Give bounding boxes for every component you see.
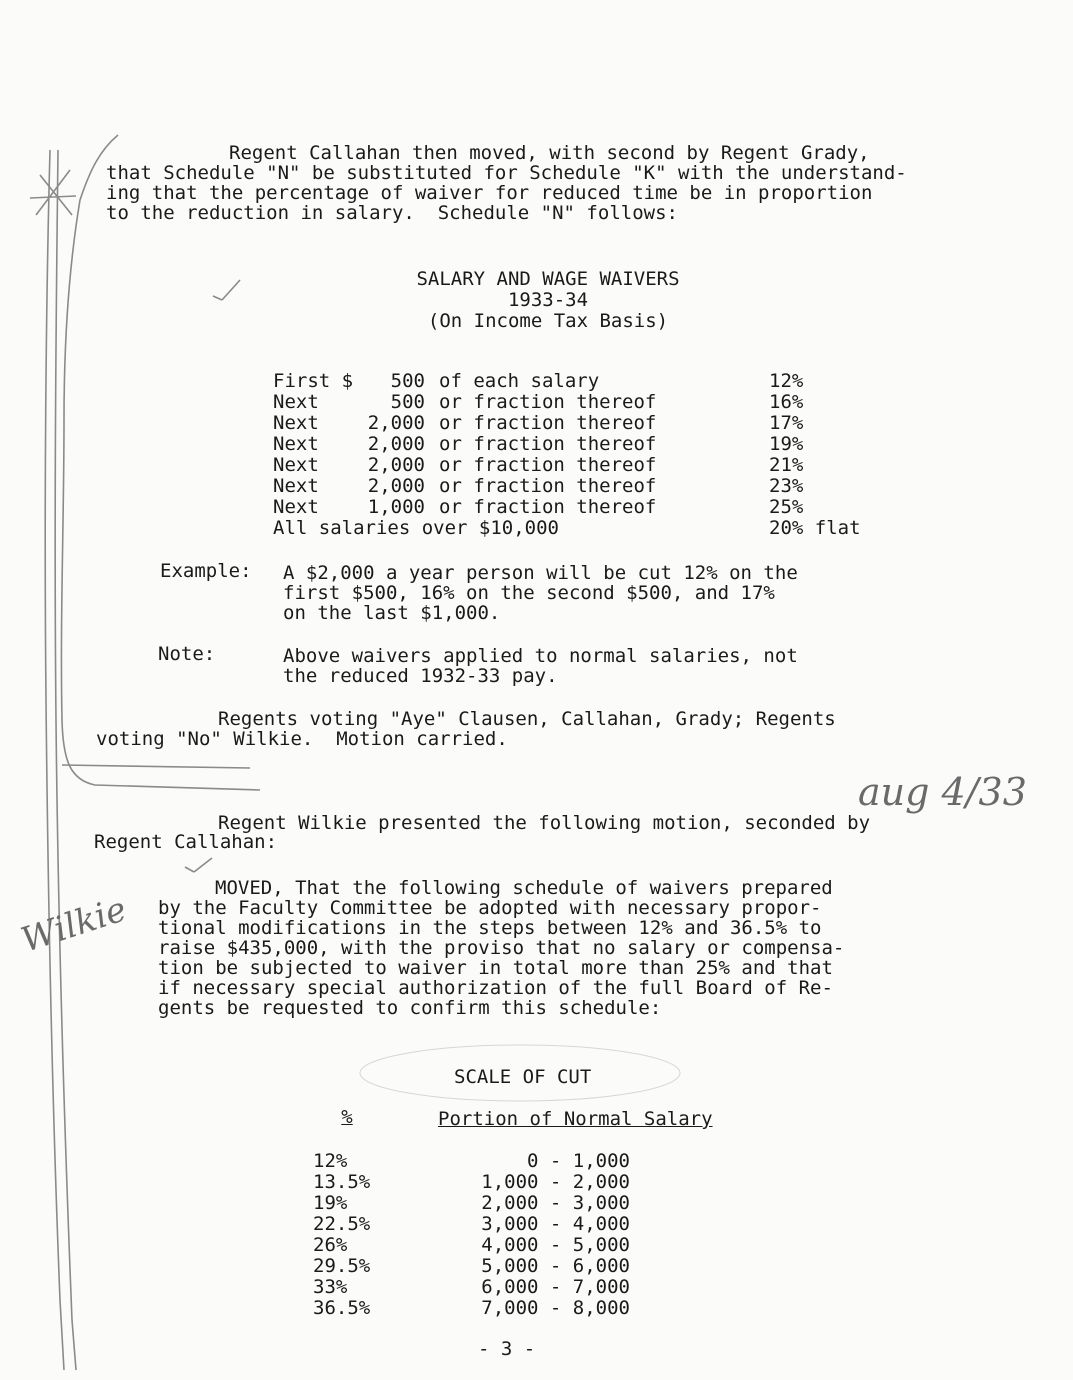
scale-col-range-header: Portion of Normal Salary: [438, 1108, 713, 1130]
waiver-cell-rate: 23%: [769, 475, 804, 497]
schedule-year: 1933-34: [507, 289, 589, 311]
scale-row-pct: 33%: [313, 1276, 348, 1298]
waiver-cell-desc: or fraction thereof: [439, 475, 657, 497]
paragraph2-line-1: Regent Wilkie presented the following motion, seconded by: [218, 812, 871, 834]
waiver-row: [273, 476, 861, 497]
waiver-cell-rate: 12%: [769, 370, 804, 392]
example-line-2: first $500, 16% on the second $500, and 17%: [283, 582, 775, 604]
paragraph1-line-1: Regent Callahan then moved, with second by Regent Grady,: [229, 142, 870, 164]
waiver-cell-amount: 2,000: [367, 412, 425, 434]
scale-row-pct: 22.5%: [313, 1213, 371, 1235]
scale-col-pct-header: %: [341, 1106, 353, 1128]
vote-line-1: Regents voting "Aye" Clausen, Callahan, Grady; Regents: [218, 708, 836, 730]
scale-title: SCALE OF CUT: [454, 1066, 592, 1088]
waiver-cell-amount: 1,000: [367, 496, 425, 518]
waiver-cell-desc: or fraction thereof: [439, 412, 657, 434]
example-line-1: A $2,000 a year person will be cut 12% on the: [283, 562, 798, 584]
waiver-cell-prefix: Next: [273, 454, 319, 476]
motion-line-3: tional modifications in the steps between 12% and 36.5% to: [158, 917, 822, 939]
motion-line-2: by the Faculty Committee be adopted with necessary propor-: [158, 897, 822, 919]
scale-row-range: 7,000 - 8,000: [481, 1297, 630, 1319]
waiver-cell-rate: 17%: [769, 412, 804, 434]
waiver-cell-amount: 2,000: [367, 433, 425, 455]
waiver-cell-desc: or fraction thereof: [439, 496, 657, 518]
example-line-3: on the last $1,000.: [283, 602, 501, 624]
waiver-cell-desc: or fraction thereof: [439, 433, 657, 455]
scale-row-pct: 26%: [313, 1234, 348, 1256]
motion-line-6: if necessary special authorization of the full Board of Re-: [158, 977, 833, 999]
note-line-2: the reduced 1932-33 pay.: [283, 665, 558, 687]
scale-row-range: 6,000 - 7,000: [481, 1276, 630, 1298]
paragraph1-line-2: that Schedule "N" be substituted for Schedule "K" with the understand-: [106, 162, 907, 184]
waiver-cell-rate: 16%: [769, 391, 804, 413]
waiver-row: [273, 497, 861, 518]
motion-line-7: gents be requested to confirm this schedule:: [158, 997, 662, 1019]
note-label: Note:: [158, 643, 216, 665]
scale-row-pct: 36.5%: [313, 1297, 371, 1319]
waiver-cell-prefix: First $: [273, 370, 354, 392]
scale-row-range: 4,000 - 5,000: [481, 1234, 630, 1256]
scale-row-range: 2,000 - 3,000: [481, 1192, 630, 1214]
motion-line-4: raise $435,000, with the proviso that no salary or compensa-: [158, 937, 845, 959]
paragraph2-line-2: Regent Callahan:: [94, 831, 278, 853]
motion-line-1: MOVED, That the following schedule of waivers prepared: [215, 877, 833, 899]
waiver-cell-amount: 2,000: [367, 454, 425, 476]
scale-row-pct: 29.5%: [313, 1255, 371, 1277]
waiver-cell-rate: 20% flat: [769, 517, 861, 539]
motion-line-5: tion be subjected to waiver in total more than 25% and that: [158, 957, 833, 979]
page-number: - 3 -: [478, 1338, 536, 1360]
scale-row-range: 5,000 - 6,000: [481, 1255, 630, 1277]
schedule-title: SALARY AND WAGE WAIVERS: [416, 268, 680, 290]
paragraph1-line-3: ing that the percentage of waiver for reduced time be in proportion: [106, 182, 873, 204]
scale-row-range: 3,000 - 4,000: [481, 1213, 630, 1235]
example-label: Example:: [160, 560, 252, 582]
scale-row-pct: 13.5%: [313, 1171, 371, 1193]
waiver-row: [273, 392, 861, 413]
waiver-cell-desc: of each salary: [439, 370, 600, 392]
waiver-cell-desc: or fraction thereof: [439, 391, 657, 413]
waiver-cell-desc: or fraction thereof: [439, 454, 657, 476]
waiver-cell-rate: 19%: [769, 433, 804, 455]
vote-line-2: voting "No" Wilkie. Motion carried.: [96, 728, 508, 750]
waiver-cell-rate: 21%: [769, 454, 804, 476]
schedule-basis: (On Income Tax Basis): [427, 310, 669, 332]
waiver-cell-prefix: Next: [273, 433, 319, 455]
waiver-cell-prefix: All salaries over $10,000: [273, 517, 559, 539]
scale-row-range: 0 - 1,000: [527, 1150, 630, 1172]
waiver-row: [273, 413, 861, 434]
margin-note-signature: Wilkie: [16, 889, 132, 961]
note-line-1: Above waivers applied to normal salaries, not: [283, 645, 798, 667]
waiver-row: [273, 434, 861, 455]
waiver-cell-prefix: Next: [273, 412, 319, 434]
scale-row-range: 1,000 - 2,000: [481, 1171, 630, 1193]
paragraph1-line-4: to the reduction in salary. Schedule "N" follows:: [106, 202, 678, 224]
waiver-row: [273, 455, 861, 476]
waiver-cell-amount: 500: [390, 370, 425, 392]
waiver-cell-prefix: Next: [273, 475, 319, 497]
waiver-cell-prefix: Next: [273, 391, 319, 413]
waiver-table: [273, 371, 861, 539]
waiver-cell-amount: 500: [390, 391, 425, 413]
handwritten-date: aug 4/33: [858, 770, 1027, 814]
waiver-cell-prefix: Next: [273, 496, 319, 518]
waiver-cell-rate: 25%: [769, 496, 804, 518]
waiver-row: [273, 371, 861, 392]
scale-row-pct: 12%: [313, 1150, 348, 1172]
waiver-cell-amount: 2,000: [367, 475, 425, 497]
waiver-row: [273, 518, 861, 539]
scale-row-pct: 19%: [313, 1192, 348, 1214]
